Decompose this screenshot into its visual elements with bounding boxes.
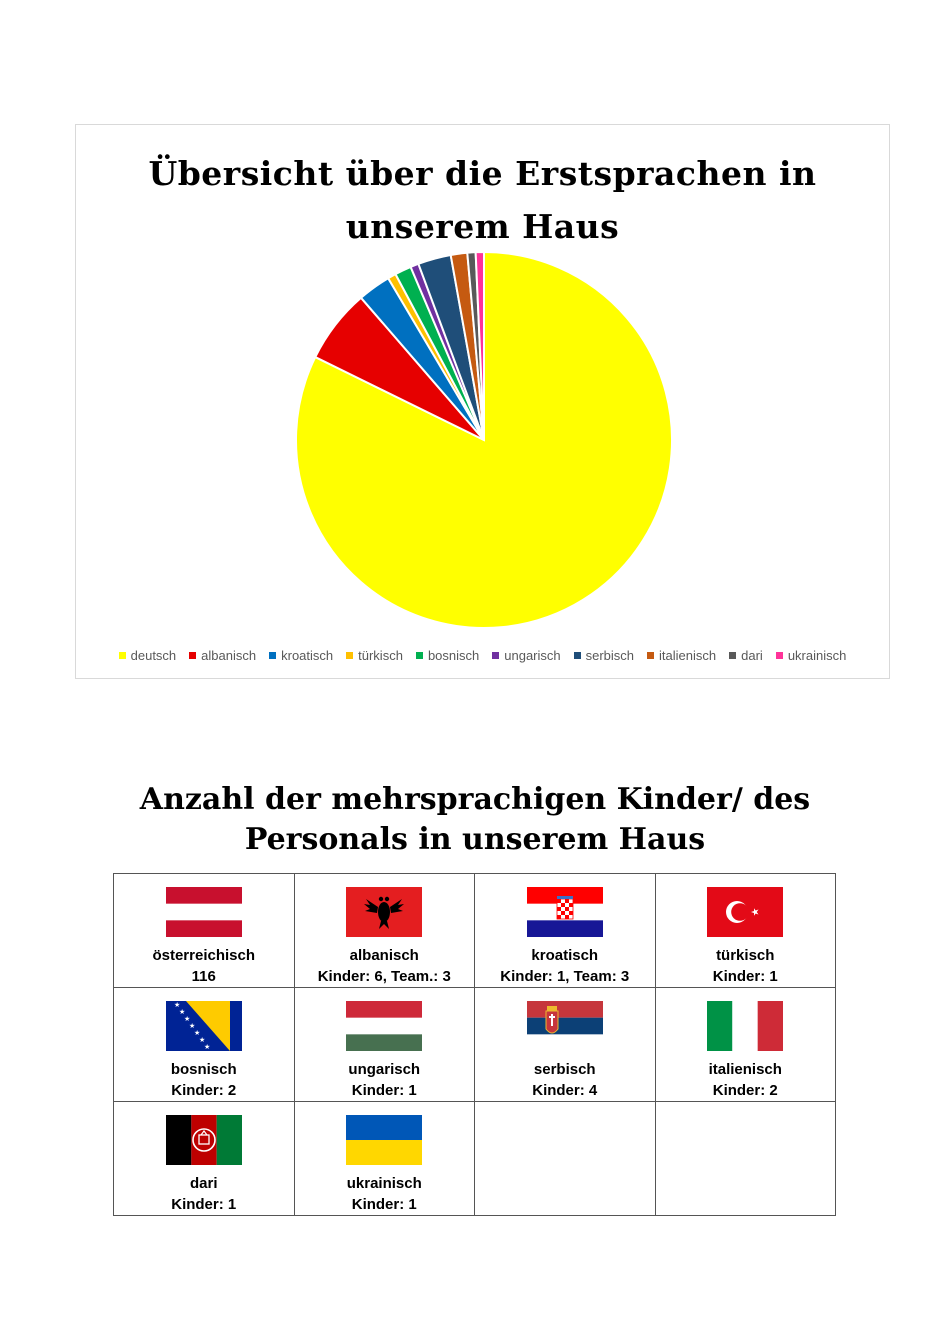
croatia-flag-icon: [527, 887, 603, 937]
table-title: [0, 780, 950, 860]
legend-swatch: [416, 652, 423, 659]
language-name: ungarisch: [348, 1061, 421, 1078]
legend-label: italienisch: [659, 648, 717, 663]
language-cell: [475, 874, 656, 988]
legend-item-serbisch: [574, 648, 634, 663]
flag-box: [475, 882, 655, 942]
language-count: Kinder: 1: [171, 1196, 237, 1213]
language-count: Kinder: 1: [712, 968, 778, 985]
italy-flag-icon: [707, 1001, 783, 1051]
legend-item-albanisch: [189, 648, 256, 663]
language-count: Kinder: 2: [171, 1082, 237, 1099]
svg-text:★: ★: [173, 1001, 181, 1009]
language-cell: [655, 1102, 836, 1216]
legend-swatch: [776, 652, 783, 659]
legend-swatch: [729, 652, 736, 659]
austria-flag-icon: [166, 887, 242, 937]
legend-label: ukrainisch: [787, 648, 847, 663]
language-cell: [475, 988, 656, 1102]
language-cell: [114, 874, 295, 988]
turkey-flag-icon: [707, 887, 783, 937]
language-cell: [294, 1102, 475, 1216]
svg-text:★: ★: [203, 1043, 211, 1051]
legend-item-deutsch: [119, 648, 177, 663]
language-count: Kinder: 2: [712, 1082, 778, 1099]
svg-text:★: ★: [198, 1036, 206, 1044]
svg-text:★: ★: [188, 1022, 196, 1030]
language-name: dari: [189, 1175, 218, 1192]
legend-item-kroatisch: [269, 648, 333, 663]
flag-box: [656, 996, 836, 1056]
language-count: Kinder: 6, Team.: 3: [317, 968, 451, 985]
table-row: [114, 874, 836, 988]
pie-chart: [76, 125, 891, 645]
flag-box: [114, 996, 294, 1056]
hungary-flag-icon: [346, 1001, 422, 1051]
language-name: bosnisch: [170, 1061, 237, 1078]
language-name: österreichisch: [152, 947, 256, 964]
legend-swatch: [119, 652, 126, 659]
chart-title-line-2: unserem Haus: [345, 207, 620, 246]
legend-swatch: [189, 652, 196, 659]
legend-swatch: [269, 652, 276, 659]
svg-text:★: ★: [178, 1008, 186, 1016]
legend-label: albanisch: [201, 648, 257, 663]
legend-swatch: [647, 652, 654, 659]
legend-item-dari: [729, 648, 763, 663]
legend-label: kroatisch: [281, 648, 334, 663]
table-row: [114, 988, 836, 1102]
chart-title-line-1: Übersicht über die Erstsprachen in: [148, 154, 817, 193]
table-title-line-1: Anzahl der mehrsprachigen Kinder/ des: [139, 782, 811, 817]
language-cell: [475, 1102, 656, 1216]
flag-box: [475, 996, 655, 1056]
flag-box: [114, 1110, 294, 1170]
language-name: albanisch: [349, 947, 419, 964]
language-cell: [114, 988, 295, 1102]
flag-box: [295, 1110, 475, 1170]
svg-text:★: ★: [183, 1015, 191, 1023]
flag-box: [114, 882, 294, 942]
legend-label: dari: [741, 648, 763, 663]
albania-flag-icon: [346, 887, 422, 937]
legend-item-türkisch: [346, 648, 403, 663]
legend-label: ungarisch: [504, 648, 561, 663]
language-cell: [294, 874, 475, 988]
legend-item-ukrainisch: [776, 648, 847, 663]
legend-swatch: [492, 652, 499, 659]
afghanistan-flag-icon: [166, 1115, 242, 1165]
legend-item-ungarisch: [492, 648, 560, 663]
svg-text:★: ★: [193, 1029, 201, 1037]
table-title-line-2: Personals in unserem Haus: [244, 822, 706, 857]
language-name: türkisch: [716, 947, 775, 964]
language-cell: [655, 874, 836, 988]
legend-item-bosnisch: [416, 648, 479, 663]
language-cell: [114, 1102, 295, 1216]
legend-label: serbisch: [585, 648, 635, 663]
flag-box: [656, 882, 836, 942]
language-name: italienisch: [708, 1061, 782, 1078]
language-count: Kinder: 1: [351, 1196, 417, 1213]
chart-legend: [76, 648, 889, 663]
flag-box: [295, 996, 475, 1056]
table-row: [114, 1102, 836, 1216]
language-count: 116: [191, 968, 216, 985]
language-name: serbisch: [533, 1061, 596, 1078]
language-name: kroatisch: [531, 947, 599, 964]
language-cell: [294, 988, 475, 1102]
legend-label: deutsch: [130, 648, 177, 663]
pie-chart-frame: [75, 124, 890, 679]
language-count: Kinder: 4: [532, 1082, 598, 1099]
legend-item-italienisch: [647, 648, 716, 663]
bosnia-flag-icon: [166, 1001, 242, 1051]
languages-table: [113, 873, 836, 1216]
legend-label: türkisch: [358, 648, 403, 663]
legend-swatch: [346, 652, 353, 659]
ukraine-flag-icon: [346, 1115, 422, 1165]
legend-label: bosnisch: [427, 648, 480, 663]
language-cell: [655, 988, 836, 1102]
language-name: ukrainisch: [346, 1175, 422, 1192]
legend-swatch: [574, 652, 581, 659]
language-count: Kinder: 1: [351, 1082, 417, 1099]
serbia-flag-icon: [527, 1001, 603, 1051]
language-count: Kinder: 1, Team: 3: [500, 968, 630, 985]
flag-box: [295, 882, 475, 942]
